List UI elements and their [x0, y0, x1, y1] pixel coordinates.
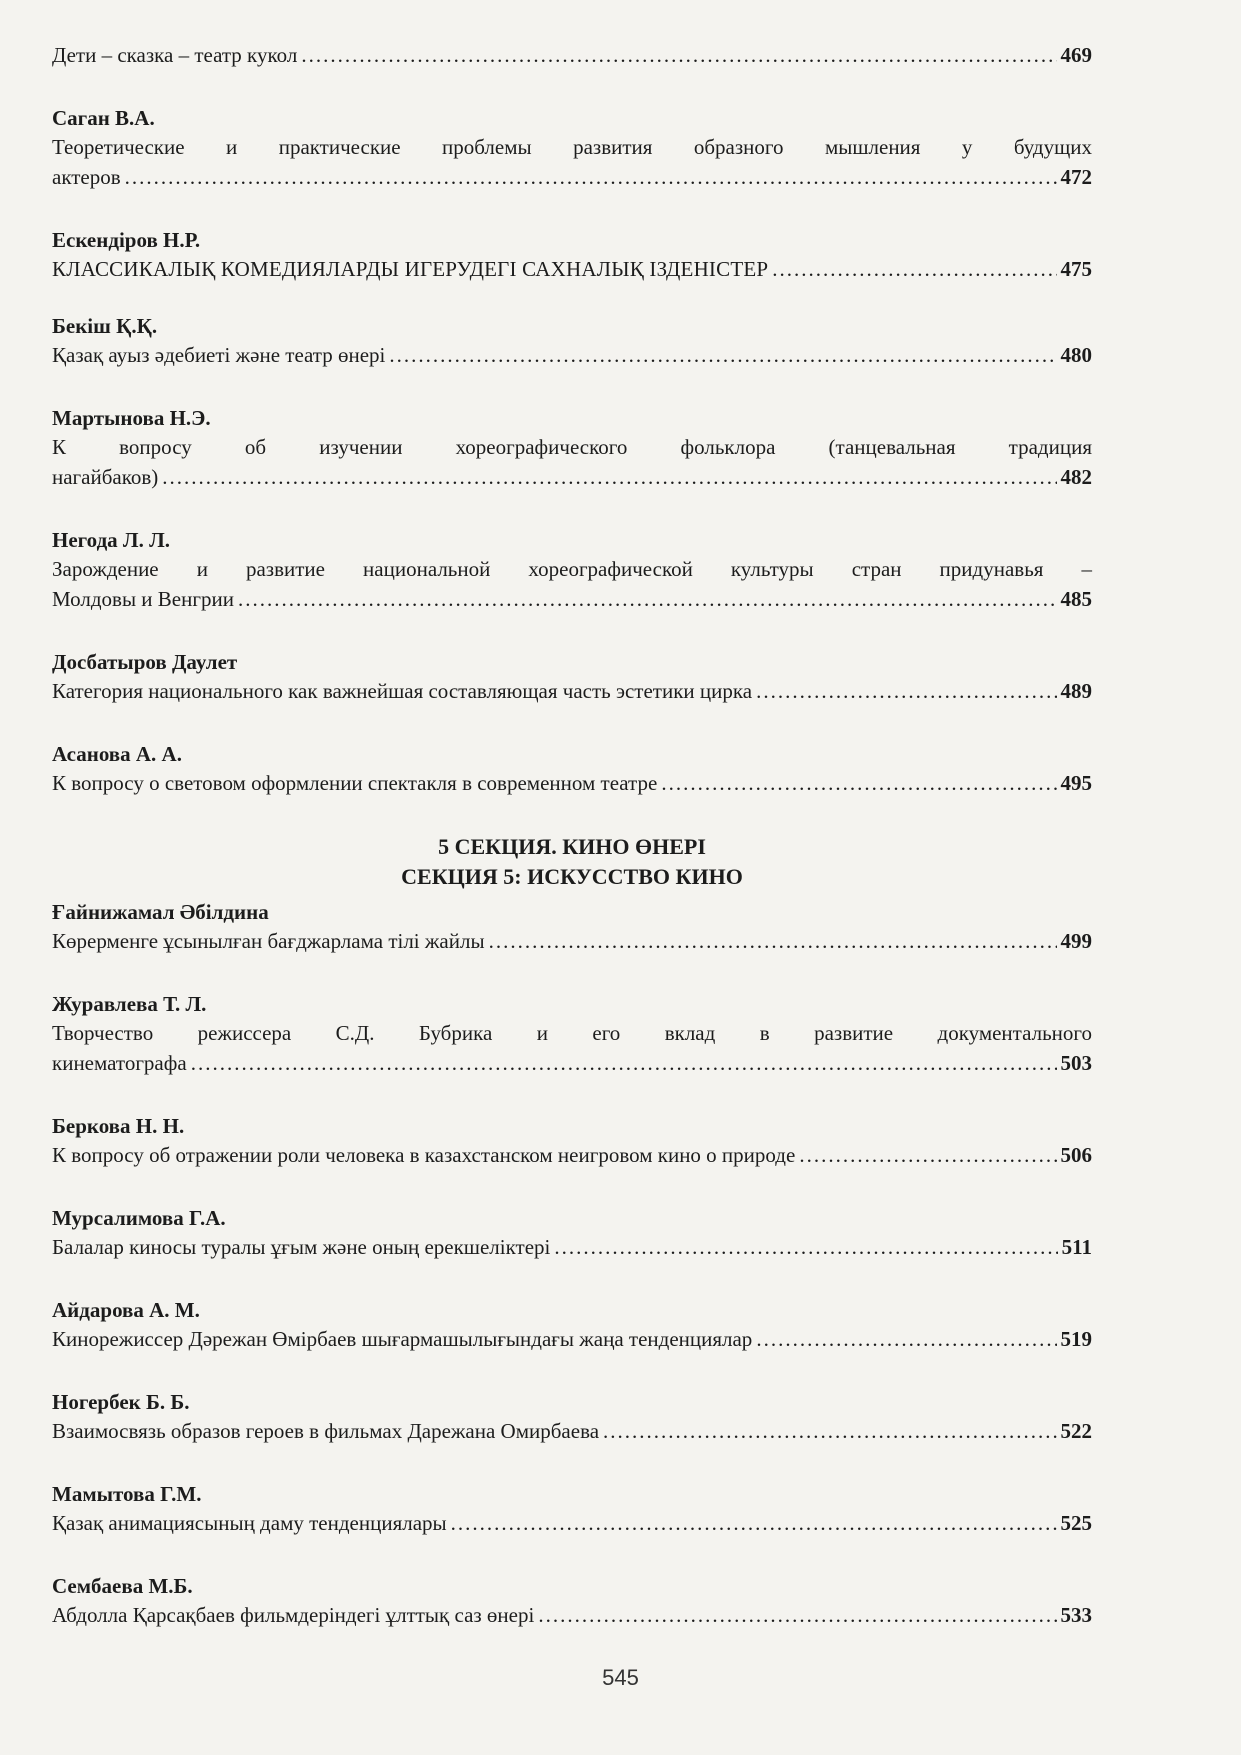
- dot-leader: [661, 768, 1056, 798]
- entry-author: Асанова А. А.: [52, 742, 182, 766]
- dot-leader: [756, 676, 1056, 706]
- entry-page-number: 480: [1060, 343, 1092, 367]
- entry-author: Негода Л. Л.: [52, 528, 170, 552]
- toc-entry: [52, 990, 1092, 1078]
- section-heading-russian: СЕКЦИЯ 5: ИСКУССТВО КИНО: [401, 864, 743, 889]
- entry-title: Қазақ анимациясының даму тенденциялары: [52, 1511, 447, 1535]
- entry-page-number: 522: [1060, 1419, 1092, 1443]
- entry-title-line: [52, 254, 1092, 284]
- entry-title-line: [52, 1140, 1092, 1170]
- entry-title-line: [52, 1232, 1092, 1262]
- toc-entry: [52, 312, 1092, 370]
- dot-leader: [538, 1600, 1056, 1630]
- toc-entry: [52, 1480, 1092, 1538]
- entry-page-number: 482: [1060, 465, 1092, 489]
- dot-leader: [451, 1508, 1057, 1538]
- entry-title: КЛАССИКАЛЫҚ КОМЕДИЯЛАРДЫ ИГЕРУДЕГІ САХНАЛЫҚ ІЗДЕНІСТЕР: [52, 257, 769, 281]
- toc-entry: [52, 1296, 1092, 1354]
- entry-title: Кинорежиссер Дәрежан Өмірбаев шығармашылығындағы жаңа тенденциялар: [52, 1327, 753, 1351]
- toc-entry: [52, 404, 1092, 492]
- entry-title-line: [52, 462, 1092, 492]
- entry-page-number: 495: [1060, 771, 1092, 795]
- entry-title: Қазақ ауыз әдебиеті және театр өнері: [52, 343, 386, 367]
- toc-entry: [52, 1204, 1092, 1262]
- entry-author: Бекіш Қ.Қ.: [52, 314, 158, 338]
- toc-list-bottom: [52, 898, 1092, 1630]
- entry-title-line: [52, 340, 1092, 370]
- dot-leader: [772, 254, 1056, 284]
- entry-author: Досбатыров Даулет: [52, 650, 238, 674]
- entry-title: К вопросу об отражении роли человека в казахстанском неигровом кино о природе: [52, 1143, 796, 1167]
- entry-page-number: 525: [1060, 1511, 1092, 1535]
- entry-page-number: 485: [1060, 587, 1092, 611]
- entry-page-number: 506: [1060, 1143, 1092, 1167]
- entry-title-line: [52, 1048, 1092, 1078]
- entry-title-line: [52, 1416, 1092, 1446]
- entry-title-line: [52, 1508, 1092, 1538]
- entry-title-line: [52, 584, 1092, 614]
- entry-title: актеров: [52, 165, 121, 189]
- toc-list-top: [52, 40, 1092, 798]
- entry-page-number: 533: [1060, 1603, 1092, 1627]
- dot-leader: [389, 340, 1056, 370]
- toc-entry: [52, 226, 1092, 284]
- dot-leader: [799, 1140, 1056, 1170]
- toc-entry: [52, 648, 1092, 706]
- toc-entry: [52, 40, 1092, 70]
- toc-entry: [52, 1388, 1092, 1446]
- entry-title: кинематографа: [52, 1051, 187, 1075]
- entry-page-number: 511: [1061, 1235, 1092, 1259]
- toc-entry: [52, 104, 1092, 192]
- entry-author: Саган В.А.: [52, 106, 155, 130]
- entry-author: Ғайнижамал Әбілдина: [52, 900, 269, 924]
- entry-title: Молдовы и Венгрии: [52, 587, 234, 611]
- entry-title: Дети – сказка – театр кукол: [52, 43, 298, 67]
- entry-title-line: [52, 162, 1092, 192]
- section-heading: [52, 832, 1092, 892]
- dot-leader: [238, 584, 1057, 614]
- entry-title: Балалар киносы туралы ұғым және оның ерекшеліктері: [52, 1235, 551, 1259]
- dot-leader: [756, 1324, 1056, 1354]
- entry-title-line: [52, 40, 1092, 70]
- entry-title-line: [52, 1600, 1092, 1630]
- entry-title: нагайбаков): [52, 465, 159, 489]
- entry-title: Көрерменге ұсынылған бағджарлама тілі жайлы: [52, 929, 485, 953]
- dot-leader: [603, 1416, 1056, 1446]
- toc-entry: [52, 1112, 1092, 1170]
- dot-leader: [125, 162, 1057, 192]
- entry-title: Категория национального как важнейшая составляющая часть эстетики цирка: [52, 679, 753, 703]
- toc-entry: [52, 1572, 1092, 1630]
- entry-author: Журавлева Т. Л.: [52, 992, 207, 1016]
- entry-title-line: [52, 926, 1092, 956]
- entry-title-first-line: К вопросу об изучении хореографического фольклора (танцевальная традиция: [52, 435, 1092, 459]
- entry-page-number: 489: [1060, 679, 1092, 703]
- toc-entry: [52, 740, 1092, 798]
- entry-page-number: 472: [1060, 165, 1092, 189]
- entry-page-number: 499: [1060, 929, 1092, 953]
- dot-leader: [162, 462, 1056, 492]
- dot-leader: [301, 40, 1056, 70]
- entry-title-line: [52, 768, 1092, 798]
- entry-author: Ескендіров Н.Р.: [52, 228, 201, 252]
- entry-title: Взаимосвязь образов героев в фильмах Дарежана Омирбаева: [52, 1419, 600, 1443]
- entry-page-number: 503: [1060, 1051, 1092, 1075]
- entry-title-first-line: Теоретические и практические проблемы развития образного мышления у будущих: [52, 135, 1092, 159]
- entry-author: Мурсалимова Г.А.: [52, 1206, 226, 1230]
- toc-entry: [52, 898, 1092, 956]
- entry-title-line: [52, 1324, 1092, 1354]
- entry-author: Беркова Н. Н.: [52, 1114, 185, 1138]
- dot-leader: [191, 1048, 1057, 1078]
- entry-title: К вопросу о световом оформлении спектакля в современном театре: [52, 771, 658, 795]
- page-number: 545: [602, 1665, 639, 1690]
- entry-author: Мартынова Н.Э.: [52, 406, 211, 430]
- entry-title: Абдолла Қарсақбаев фильмдеріндегі ұлттық саз өнері: [52, 1603, 535, 1627]
- entry-author: Ногербек Б. Б.: [52, 1390, 190, 1414]
- section-heading-kazakh: 5 СЕКЦИЯ. КИНО ӨНЕРІ: [438, 834, 706, 859]
- dot-leader: [489, 926, 1057, 956]
- entry-title-first-line: Творчество режиссера С.Д. Бубрика и его вклад в развитие документального: [52, 1021, 1092, 1045]
- dot-leader: [554, 1232, 1057, 1262]
- entry-title-line: [52, 676, 1092, 706]
- entry-author: Сембаева М.Б.: [52, 1574, 193, 1598]
- entry-title-first-line: Зарождение и развитие национальной хореографической культуры стран придунавья –: [52, 557, 1092, 581]
- entry-page-number: 519: [1060, 1327, 1092, 1351]
- toc-entry: [52, 526, 1092, 614]
- entry-page-number: 469: [1060, 43, 1092, 67]
- toc-page: [52, 40, 1092, 1664]
- entry-author: Мамытова Г.М.: [52, 1482, 202, 1506]
- entry-page-number: 475: [1060, 257, 1092, 281]
- entry-author: Айдарова А. М.: [52, 1298, 200, 1322]
